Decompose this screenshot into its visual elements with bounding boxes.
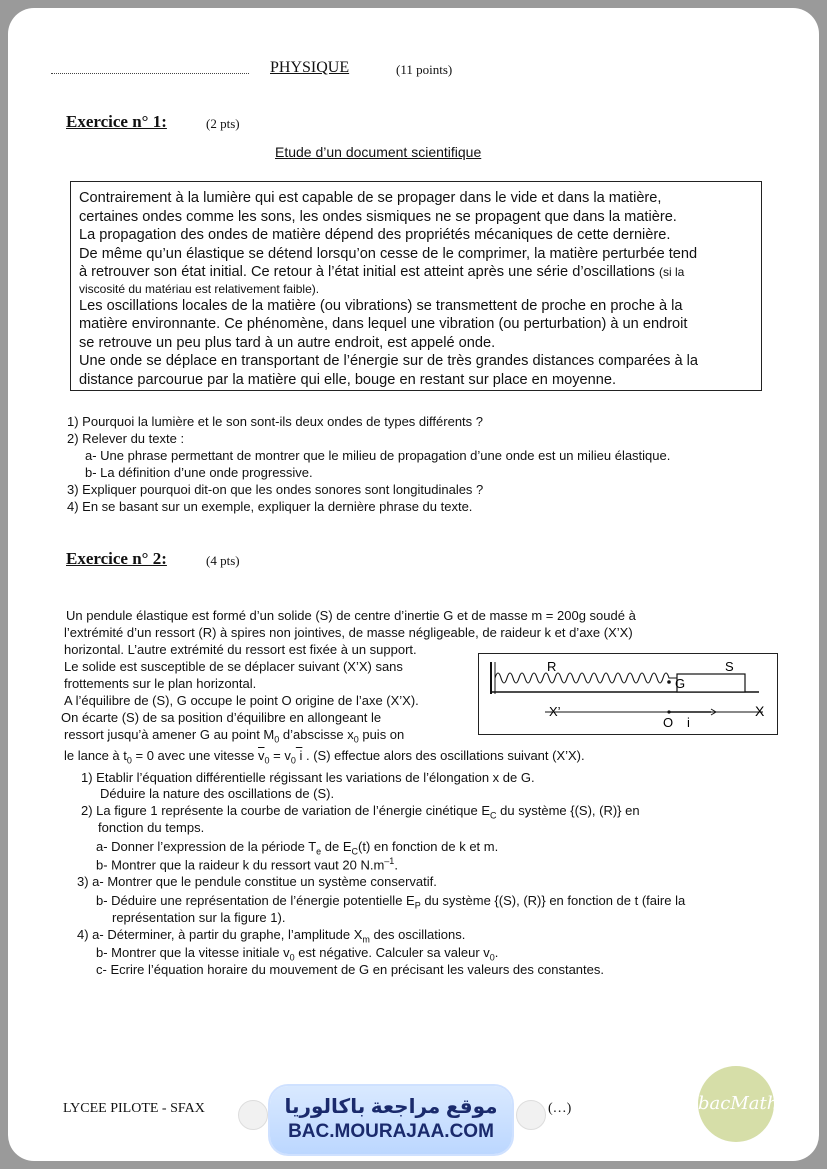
school-name: LYCEE PILOTE - SFAX <box>63 1101 205 1116</box>
question: 4) a- Déterminer, à partir du graphe, l’amplitude $X_m$ des oscillations. <box>77 927 466 945</box>
spring-pendulum-figure <box>478 653 778 735</box>
question: a- Donner l’expression de la période $T_e$ de $E_C(t)$ en fonction de k et m. <box>96 839 499 857</box>
doc-line: à retrouver son état initial. Ce retour à l’état initial est atteint après une série d’oscillations (si la <box>79 264 685 280</box>
doc-line: se retrouve un peu plus tard à un autre endroit, est appelé onde. <box>79 334 496 351</box>
question: 2) Relever du texte : <box>67 431 185 446</box>
bacmath-logo: bacMath <box>698 1066 774 1142</box>
intro-line: frottements sur le plan horizontal. <box>64 676 257 691</box>
label-R: R <box>547 659 557 674</box>
question: fonction du temps. <box>98 820 205 835</box>
intro-line: On écarte (S) de sa position d’équilibre en allongeant le <box>61 710 382 725</box>
question: représentation sur la figure 1). <box>112 910 286 925</box>
origin-point <box>667 710 670 713</box>
site-logo-icon <box>238 1100 268 1130</box>
doc-line: De même qu’un élastique se détend lorsqu’on cesse de le comprimer, la matière perturbée tend <box>79 245 698 262</box>
question: a- Une phrase permettant de montrer que le milieu de propagation d’une onde est un milieu élastique. <box>85 448 671 463</box>
scientific-document-box <box>70 181 762 391</box>
label-O: O <box>663 715 674 730</box>
question: b- Montrer que la raideur k du ressort vaut 20 $N.m^{-1}$. <box>96 856 398 873</box>
banner-arabic-text: موقع مراجعة باكالوريا <box>284 1096 498 1118</box>
intro-line: Un pendule élastique est formé d’un solide (S) de centre d’inertie G et de masse m = 200g soudé à <box>66 608 636 623</box>
question: 2) La figure 1 représente la courbe de variation de l’énergie cinétique $E_C$ du système {(S), (R)} en <box>81 803 640 821</box>
doc-line: distance parcourue par la matière qui elle, bouge en restant sur place en moyenne. <box>79 371 617 388</box>
exercise2-title: Exercice n° 2: <box>66 549 167 568</box>
question: 3) a- Montrer que le pendule constitue un système conservatif. <box>77 874 437 889</box>
doc-line: Les oscillations locales de la matière (ou vibrations) se transmettent de proche en proche à la <box>79 297 683 314</box>
spring-coil <box>495 673 679 683</box>
question: 4) En se basant sur un exemple, expliquer la dernière phrase du texte. <box>67 499 473 514</box>
doc-line: Contrairement à la lumière qui est capable de se propager dans le vide et dans la matière, <box>79 190 662 206</box>
exercise1-title: Exercice n° 1: <box>66 112 167 131</box>
doc-line: La propagation des ondes de matière dépend des propriétés mécaniques de cette dernière. <box>79 227 671 243</box>
question: 3) Expliquer pourquoi dit-on que les ondes sonores sont longitudinales ? <box>67 482 484 497</box>
doc-line: Une onde se déplace en transportant de l’énergie sur de très grandes distances comparées à la <box>79 353 698 369</box>
section-points: (11 points) <box>396 62 453 77</box>
question: b- La définition d’une onde progressive. <box>85 465 313 480</box>
doc-line: viscosité du matériau est relativement faible). <box>79 281 320 296</box>
intro-line: Le solide est susceptible de se déplacer suivant (X’X) sans <box>64 659 403 674</box>
intro-line: ressort jusqu’à amener G au point $M_0$ d’abscisse $x_0$ puis on <box>64 727 405 745</box>
label-X: X <box>755 703 765 719</box>
doc-line: matière environnante. Ce phénomène, dans lequel une vibration (ou perturbation) à un endroit <box>79 316 688 332</box>
intro-line: A l’équilibre de (S), G occupe le point O origine de l’axe (X’X). <box>64 693 419 708</box>
site-banner[interactable] <box>270 1086 512 1154</box>
question: Déduire la nature des oscillations de (S). <box>100 786 335 801</box>
intro-line: l’extrémité d’un ressort (R) à spires non jointives, de masse négligeable, de raideur k et d’axe (X’X) <box>64 625 633 640</box>
header-dotted-line <box>51 73 249 74</box>
document-title: Etude d’un document scientifique <box>275 144 482 160</box>
label-i: i <box>687 715 690 730</box>
question: c- Ecrire l’équation horaire du mouvement de G en précisant les valeurs des constantes. <box>96 962 604 977</box>
question: b- Déduire une représentation de l’énergie potentielle $E_P$ du système {(S), (R)} en fonction de t (faire la <box>96 893 686 911</box>
center-of-mass-point <box>667 680 671 684</box>
exercise2-points: (4 pts) <box>206 553 240 568</box>
section-title: PHYSIQUE <box>270 59 350 76</box>
page-number: (…) <box>548 1101 572 1116</box>
intro-line: horizontal. L’autre extrémité du ressort est fixée à un support. <box>64 642 417 657</box>
label-G: G <box>675 676 686 691</box>
intro-line: le lance à $t_0 = 0$ avec une vitesse $\overline{v}_0 = v_0$ i . (S) effectue alors des oscillations suivant (X’X). <box>64 748 585 766</box>
label-Xprime: X’ <box>549 704 561 719</box>
label-S: S <box>725 659 734 674</box>
question: 1) Etablir l’équation différentielle régissant les variations de l’élongation x de G. <box>81 770 535 785</box>
doc-line: certaines ondes comme les sons, les ondes sismiques ne se propagent que dans la matière. <box>79 208 677 225</box>
question: 1) Pourquoi la lumière et le son sont-ils deux ondes de types différents ? <box>67 414 483 429</box>
exam-page <box>8 8 819 1161</box>
site-logo-icon <box>516 1100 546 1130</box>
question: b- Montrer que la vitesse initiale $v_0$ est négative. Calculer sa valeur $v_0$. <box>96 945 499 963</box>
exercise1-points: (2 pts) <box>206 116 240 131</box>
solid-block <box>677 674 745 692</box>
spring-diagram <box>479 654 777 734</box>
banner-url: BAC.MOURAJAA.COM <box>288 1121 494 1142</box>
